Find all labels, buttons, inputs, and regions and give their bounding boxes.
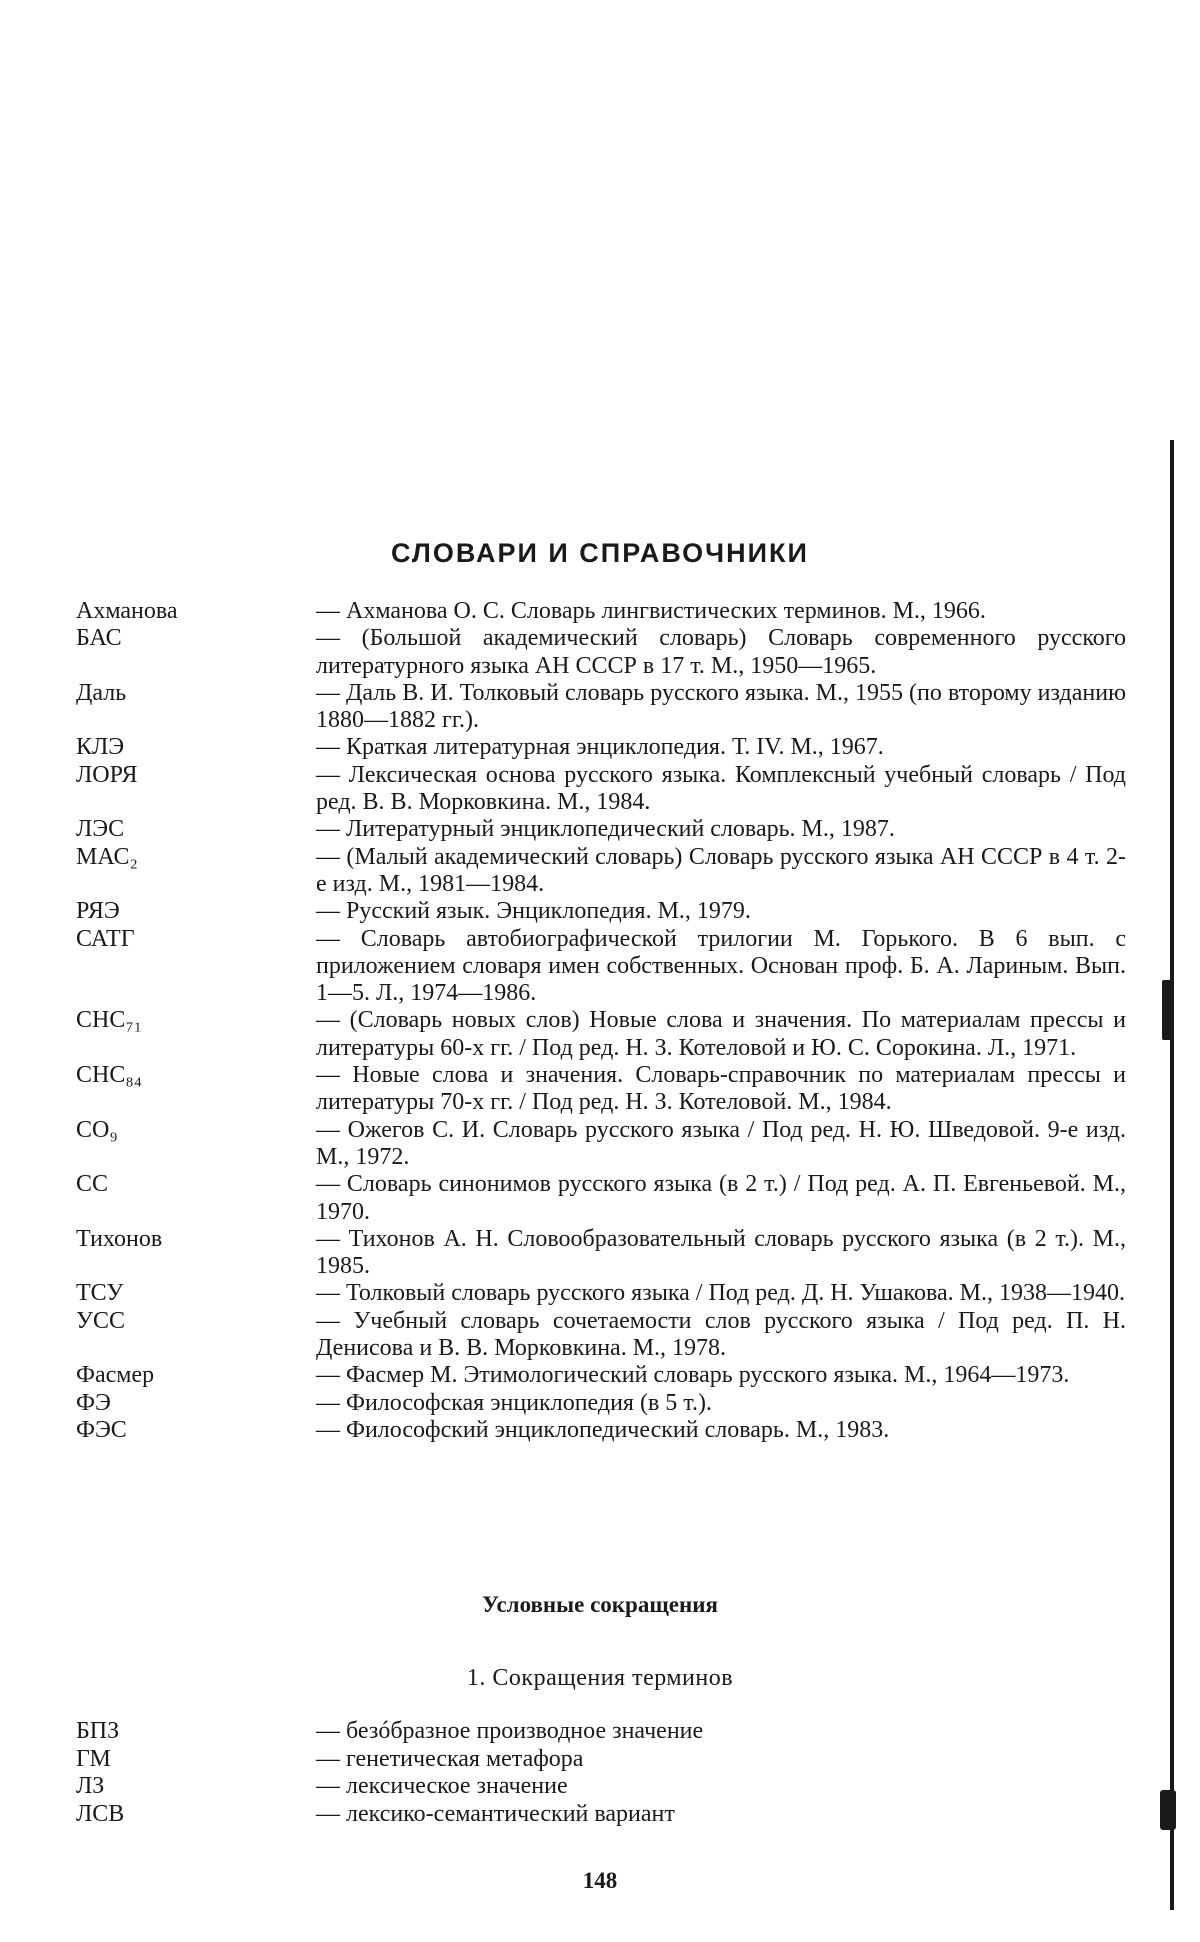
entry-abbr: СС xyxy=(76,1171,109,1198)
entry-text: — Учебный словарь сочетаемости слов русского языка / Под ред. П. Н. Денисова и В. В. Морковкина. М., 1978. xyxy=(316,1307,1126,1362)
dictionary-entry xyxy=(76,1417,1126,1444)
entry-text: — (Малый академический словарь) Словарь русского языка АН СССР в 4 т. 2-е изд. М., 1981—1984. xyxy=(316,843,1126,897)
entry-text: — Лексическая основа русского языка. Комплексный учебный словарь / Под ред. В. В. Морковкина. М., 1984. xyxy=(316,761,1126,816)
term-entry xyxy=(76,1718,876,1746)
page-number: 148 xyxy=(582,1868,618,1893)
dictionary-entry xyxy=(76,762,1126,817)
dictionary-entry xyxy=(76,680,1126,735)
entry-text: — Ожегов С. И. Словарь русского языка / Под ред. Н. Ю. Шведовой. 9-е изд. М., 1972. xyxy=(316,1116,1126,1170)
entry-abbr: БАС xyxy=(76,625,122,652)
entry-text: — Словарь синонимов русского языка (в 2 т.) / Под ред. А. П. Евгеньевой. М., 1970. xyxy=(316,1171,1126,1225)
dictionary-entry xyxy=(76,734,1126,761)
entry-abbr: Ахманова xyxy=(76,598,178,624)
dictionary-entry xyxy=(76,1117,1126,1172)
scan-edge-mark xyxy=(1162,980,1174,1040)
entry-text: — (Большой академический словарь) Словарь современного русского литературного языка АН СССР в 17 т. М., 1950—1965. xyxy=(316,625,1126,679)
entry-text: — Философская энциклопедия (в 5 т.). xyxy=(316,1389,712,1416)
entry-text: — (Словарь новых слов) Новые слова и значения. По материалам прессы и литературы 60-х гг. / Под ред. Н. З. Котеловой и Ю. С. Сорокина. Л., 1971. xyxy=(316,1007,1126,1061)
scan-edge-line xyxy=(1170,440,1174,1910)
dictionary-list xyxy=(76,598,1126,1444)
dictionary-entry xyxy=(76,926,1126,1008)
term-abbr: ЛЗ xyxy=(76,1773,105,1799)
entry-abbr: КЛЭ xyxy=(76,734,125,761)
entry-abbr: РЯЭ xyxy=(76,898,120,925)
entry-abbr: САТГ xyxy=(76,925,135,952)
entry-abbr: СО₉ xyxy=(76,1116,118,1143)
dictionary-entry xyxy=(76,1171,1126,1226)
entry-abbr: ФЭ xyxy=(76,1389,111,1416)
entry-abbr: ФЭС xyxy=(76,1416,127,1443)
abbreviations-heading: Условные сокращения xyxy=(482,1592,718,1617)
entry-text: — Краткая литературная энциклопедия. Т. IV. М., 1967. xyxy=(316,734,884,761)
entry-text: — Словарь автобиографической трилогии М. Горького. В 6 вып. с приложением словаря имен собственных. Основан проф. Б. А. Лариным. Вып. 1—5. Л., 1974—1986. xyxy=(316,925,1126,1007)
dictionary-entry xyxy=(76,1280,1126,1307)
term-entry xyxy=(76,1746,876,1774)
term-text: — генетическая метафора xyxy=(316,1745,584,1772)
dictionary-entry xyxy=(76,816,1126,843)
entry-abbr: Тихонов xyxy=(76,1225,163,1252)
dictionary-entry xyxy=(76,1226,1126,1281)
term-text: — безóбразное производное значение xyxy=(316,1718,704,1744)
entry-text: — Философский энциклопедический словарь. М., 1983. xyxy=(316,1416,890,1443)
dictionary-entry xyxy=(76,598,1126,625)
term-text: — лексическое значение xyxy=(316,1773,568,1799)
entry-abbr: ЛОРЯ xyxy=(76,761,138,788)
entry-abbr: УСС xyxy=(76,1307,126,1334)
term-entry xyxy=(76,1801,876,1829)
section-title: СЛОВАРИ И СПРАВОЧНИКИ xyxy=(391,538,809,568)
entry-abbr: ЛЭС xyxy=(76,816,125,843)
term-abbr: ГМ xyxy=(76,1745,111,1772)
entry-text: — Русский язык. Энциклопедия. М., 1979. xyxy=(316,898,751,925)
entry-abbr: МАС₂ xyxy=(76,843,138,870)
entry-text: — Ахманова О. С. Словарь лингвистических терминов. М., 1966. xyxy=(316,598,986,624)
entry-abbr: СНС₇₁ xyxy=(76,1007,143,1034)
entry-text: — Тихонов А. Н. Словообразовательный словарь русского языка (в 2 т.). М., 1985. xyxy=(316,1225,1126,1280)
dictionary-entry xyxy=(76,1390,1126,1417)
term-entry xyxy=(76,1773,876,1801)
entry-abbr: Фасмер xyxy=(76,1362,155,1389)
entry-abbr: Даль xyxy=(76,679,127,706)
scan-edge-mark xyxy=(1160,1790,1176,1830)
dictionary-entry xyxy=(76,898,1126,925)
terms-heading: 1. Сокращения терминов xyxy=(466,1665,734,1691)
term-abbr: ЛСВ xyxy=(76,1800,125,1827)
term-text: — лексико-семантический вариант xyxy=(316,1800,675,1827)
dictionary-entry xyxy=(76,1308,1126,1363)
entry-abbr: СНС₈₄ xyxy=(76,1062,143,1089)
dictionary-entry xyxy=(76,1007,1126,1062)
dictionary-entry xyxy=(76,625,1126,680)
terms-list xyxy=(76,1718,876,1828)
dictionary-entry xyxy=(76,844,1126,899)
entry-text: — Фасмер М. Этимологический словарь русского языка. М., 1964—1973. xyxy=(316,1362,1070,1389)
entry-text: — Литературный энциклопедический словарь. М., 1987. xyxy=(316,816,895,843)
term-abbr: БПЗ xyxy=(76,1718,120,1744)
entry-abbr: ТСУ xyxy=(76,1280,124,1307)
entry-text: — Новые слова и значения. Словарь-справочник по материалам прессы и литературы 70-х гг. / Под ред. Н. З. Котеловой. М., 1984. xyxy=(316,1062,1126,1116)
entry-text: — Толковый словарь русского языка / Под ред. Д. Н. Ушакова. М., 1938—1940. xyxy=(316,1280,1126,1307)
dictionary-entry xyxy=(76,1362,1126,1389)
dictionary-entry xyxy=(76,1062,1126,1117)
entry-text: — Даль В. И. Толковый словарь русского языка. М., 1955 (по второму изданию 1880—1882 гг.). xyxy=(316,679,1126,734)
